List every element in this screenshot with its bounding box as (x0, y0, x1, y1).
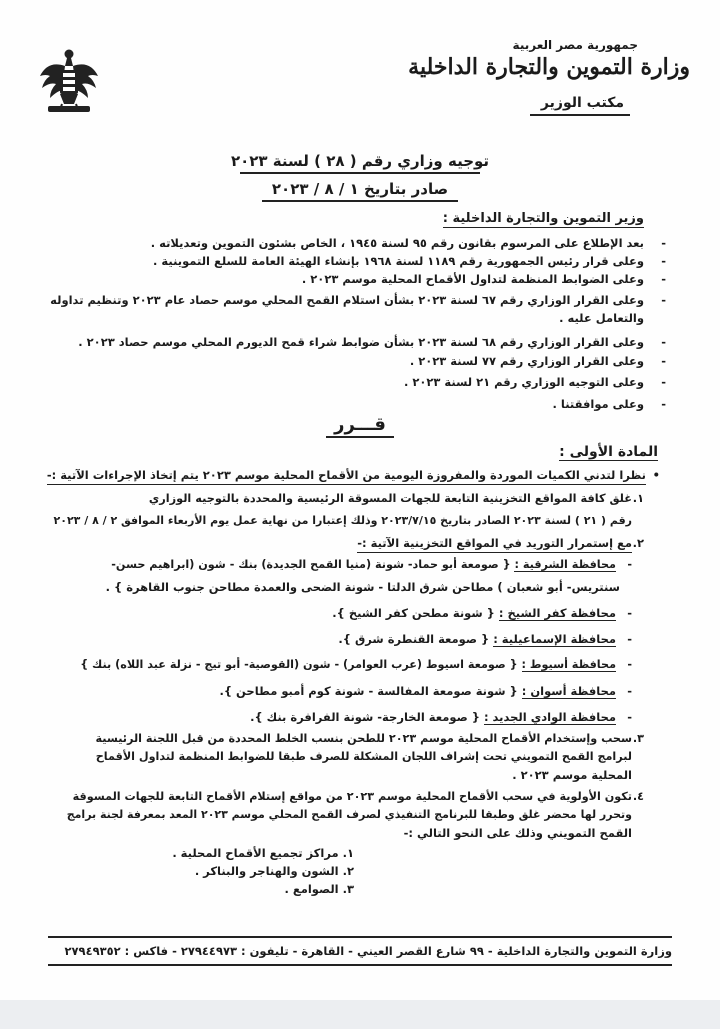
office-name: مكتب الوزير (540, 95, 624, 111)
decision-word: قـــرر (334, 414, 386, 435)
governorate-row: - محافظة الإسماعيلية : { صومعة القنطرة شرق }. (338, 632, 632, 646)
item-1-line: ١. غلق كافة المواقع التخزينية التابعة للجهات المسوقة الرئيسية والمحددة بالتوجيه الوزاري (148, 492, 644, 505)
intro-line: • نظرا لتدني الكميات الموردة والمفروزة اليومية من الأقماح المحلية موسم ٢٠٢٣ يتم إتخاذ الإجراءات الآتية :- (47, 466, 646, 485)
preamble-line: - وعلى القرار الوزاري رقم ٦٧ لسنة ٢٠٢٣ بشأن استلام القمح المحلي موسم حصاد عام ٢٠٢٣ وتنظيم تداوله (50, 293, 666, 307)
item-4-line: وتحرر لها محضر غلق وطبقا للبرنامج التنفيذي لصرف القمح المحلي موسم ٢٠٢٣ المعد بمعرفة لجنة برامج (66, 808, 632, 821)
sub-item: ٣. الصوامع . (284, 882, 354, 896)
preamble-line: - وعلى القرار الوزاري رقم ٧٧ لسنة ٢٠٢٣ . (409, 354, 666, 368)
article-heading: المادة الأولى : (559, 444, 658, 460)
item-1-line: رقم ( ٢١ ) لسنة ٢٠٢٣ الصادر بتاريخ ٢٠٢٣/٧/١٥ وذلك إعتبارا من نهاية عمل يوم الأربعاء الموافق ٢ / ٨ / ٢٠٢٣ (53, 514, 632, 527)
footer-rule-top (48, 936, 672, 938)
governorate-row: - محافظة كفر الشيخ : { شونة مطحن كفر الشيخ }. (332, 606, 632, 620)
eagle-emblem-icon (38, 46, 100, 118)
sub-item: ٢. الشون والهناجر والبناكر . (194, 864, 354, 878)
header-underline (530, 114, 630, 116)
footer-contact: وزارة التموين والتجارة الداخلية - ٩٩ شارع القصر العيني - القاهرة - تليفون : ٢٧٩٤٤٩٧٣ - فاكس : ٢٧٩٤٩٣٥٢ (64, 944, 672, 958)
item-4-line: القمح التمويني وذلك على النحو التالي :- (403, 826, 632, 840)
ministry-name: وزارة التموين والتجارة الداخلية (408, 54, 690, 80)
item-3-line: لبرامج القمح التمويني تحت إشراف اللجان المشكلة للصرف طبقا للضوابط المنظمة لتداول الأقماح (95, 750, 632, 763)
preamble-line: - وعلى القرار الوزاري رقم ٦٨ لسنة ٢٠٢٣ بشأن ضوابط شراء قمح الديورم المحلي موسم حصاد ٢٠٢٣ . (78, 335, 666, 349)
decision-underline (326, 436, 394, 438)
directive-date: صادر بتاريخ ١ / ٨ / ٢٠٢٣ (271, 180, 449, 198)
preamble-line: - بعد الإطلاع على المرسوم بقانون رقم ٩٥ لسنة ١٩٤٥ ، الخاص بشئون التموين وتعديلاته . (150, 236, 666, 250)
item-4-line: ٤. تكون الأولوية في سحب الأقماح المحلية موسم ٢٠٢٣ من مواقع إستلام الأقماح التابعة للجهات المسوقة (72, 790, 644, 803)
preamble-line: - وعلى التوجيه الوزاري رقم ٢١ لسنة ٢٠٢٣ . (403, 375, 666, 389)
governorate-row-continued: سنتريس- أبو شعبان ) مطاحن شرق الدلتا - شونة الضحى والعمدة مطاحن جنوب القاهرة } . (105, 580, 620, 594)
minister-heading: وزير التموين والتجارة الداخلية : (442, 211, 644, 226)
preamble-line-continued: والتعامل عليه . (559, 311, 644, 325)
governorate-row: - محافظة أسوان : { شونة صومعة المفالسة - شونة كوم أمبو مطاحن }. (219, 684, 632, 698)
preamble-line: - وعلى موافقتنا . (552, 397, 666, 411)
item-3-line: المحلية موسم ٢٠٢٣ . (512, 768, 632, 782)
date-underline (262, 200, 458, 202)
directive-title: توجيه وزاري رقم ( ٢٨ ) لسنة ٢٠٢٣ (230, 152, 490, 170)
footer-rule-bottom (48, 964, 672, 966)
governorate-row: - محافظة أسيوط : { صومعة اسيوط (عرب العوامر) - شون (القوصية- أبو تيج - نزلة عبد اللاه) بنك } (80, 658, 632, 671)
governorate-row: - محافظة الشرقية : { صومعة أبو حماد- شونة (منيا القمح الجديدة) بنك - شون (ابراهيم حسن- (111, 558, 632, 571)
sub-item: ١. مراكز تجميع الأقماح المحلية . (172, 846, 354, 860)
republic-name: جمهورية مصر العربية (512, 38, 638, 52)
governorate-row: - محافظة الوادي الجديد : { صومعة الخارجة- شونة الفرافرة بنك }. (250, 710, 632, 724)
preamble-line: - وعلى الضوابط المنظمة لتداول الأقماح المحلية موسم ٢٠٢٣ . (301, 272, 666, 286)
preamble-line: - وعلى قرار رئيس الجمهورية رقم ١١٨٩ لسنة ١٩٦٨ بإنشاء الهيئة العامة للسلع التموينية . (153, 254, 666, 268)
item-2-heading: ٢. مع إستمرار التوريد في المواقع التخزينية الآتية :- (357, 534, 632, 553)
bottom-strip (0, 1000, 720, 1029)
title-underline (240, 172, 480, 174)
item-3-line: ٣. سحب وإستخدام الأقماح المحلية موسم ٢٠٢٣ للطحن بنسب الخلط المحددة من قبل اللجنة الرئيسية (95, 732, 644, 745)
